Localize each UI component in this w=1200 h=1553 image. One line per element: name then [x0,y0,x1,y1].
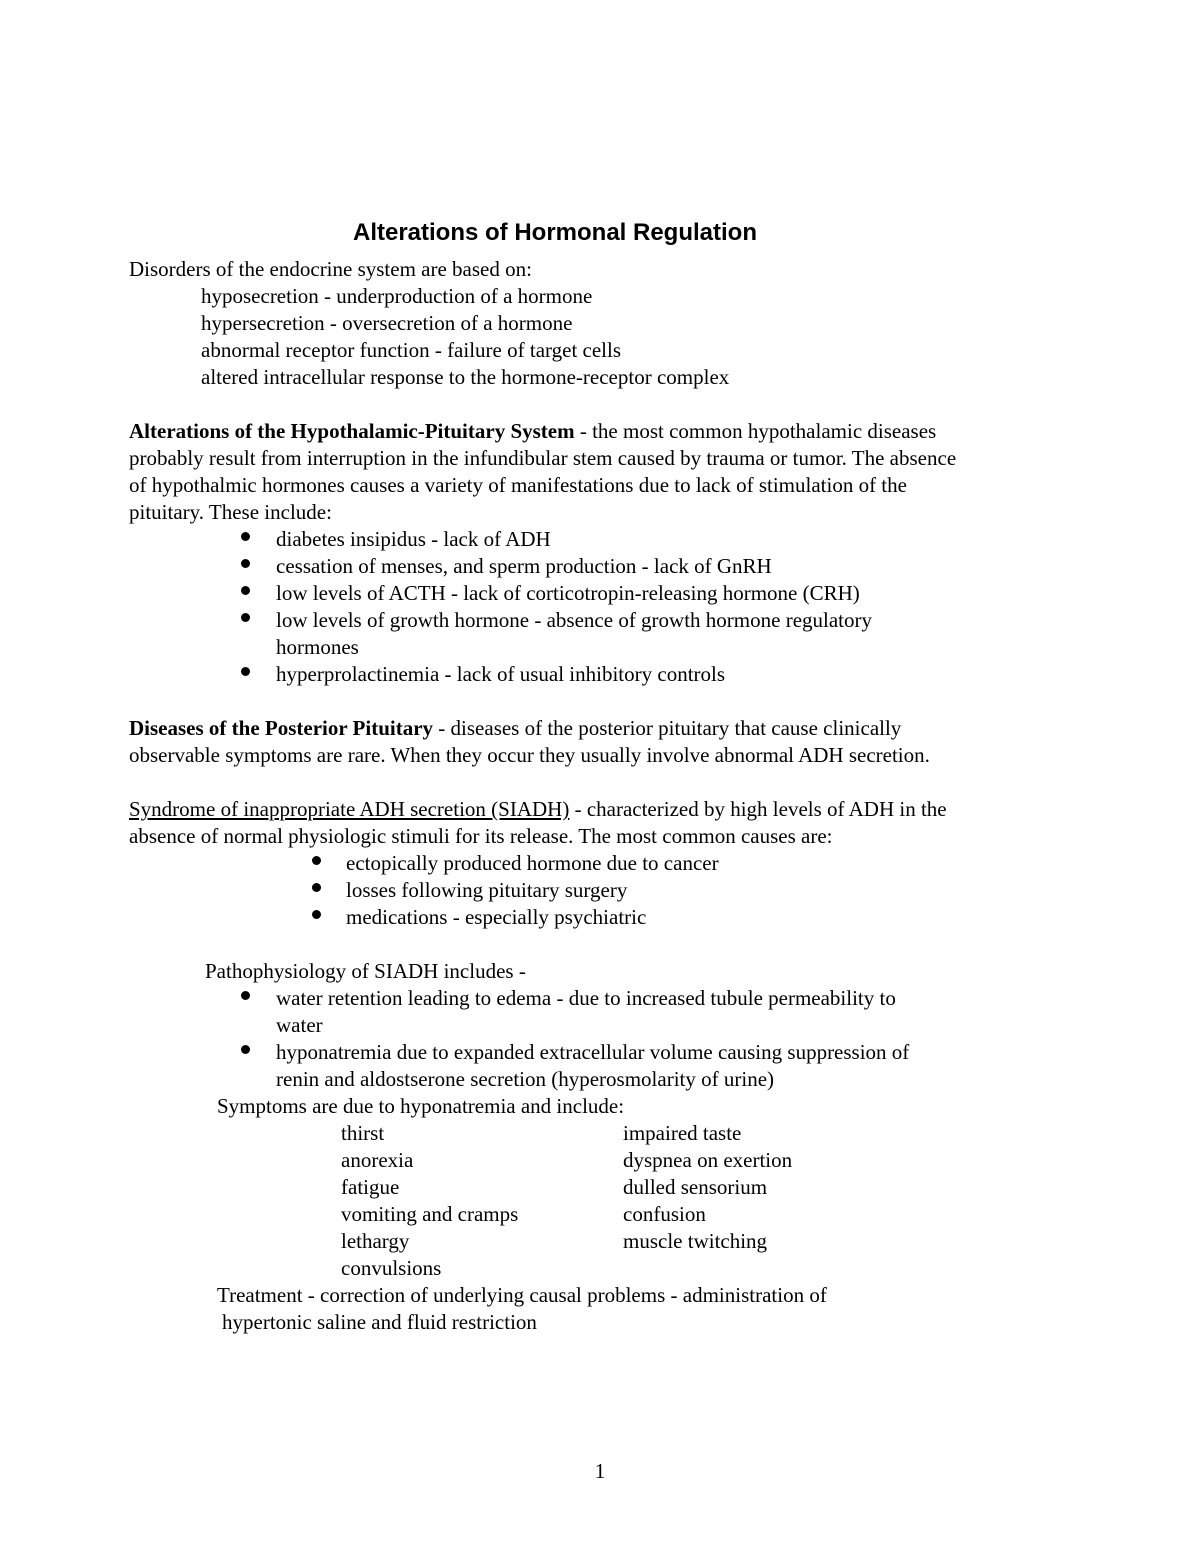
list-item: ectopically produced hormone due to cancer [346,851,719,875]
symptom-item: vomiting and cramps [341,1202,519,1226]
symptom-item: fatigue [341,1175,400,1199]
bullet-icon [241,613,250,622]
posterior-heading: Diseases of the Posterior Pituitary [129,716,434,740]
list-item: low levels of ACTH - lack of corticotropin-releasing hormone (CRH) [276,581,860,605]
list-item: water retention leading to edema - due to increased tubule permeability to [276,986,896,1010]
bullet-icon [312,856,321,865]
symptom-item: dulled sensorium [623,1175,768,1199]
intro-item: hypersecretion - oversecretion of a hormone [201,311,573,335]
symptom-item: convulsions [341,1256,442,1280]
siadh-paragraph-line: absence of normal physiologic stimuli for its release. The most common causes are: [129,824,833,848]
list-item: low levels of growth hormone - absence of growth hormone regulatory [276,608,872,632]
pathophysiology-lead: Pathophysiology of SIADH includes - [205,959,526,983]
list-item-continuation: renin and aldostserone secretion (hyperosmolarity of urine) [276,1067,775,1091]
intro-lead: Disorders of the endocrine system are based on: [129,257,532,281]
intro-item: abnormal receptor function - failure of target cells [201,338,622,362]
symptom-item: thirst [341,1121,385,1145]
symptom-item: anorexia [341,1148,414,1172]
bullet-icon [241,667,250,676]
bullet-icon [312,883,321,892]
treatment-line: Treatment - correction of underlying causal problems - administration of [217,1283,827,1307]
bullet-icon [241,991,250,1000]
intro-item: hyposecretion - underproduction of a hormone [201,284,593,308]
intro-item: altered intracellular response to the hormone-receptor complex [201,365,730,389]
list-item: cessation of menses, and sperm production - lack of GnRH [276,554,772,578]
bullet-icon [241,1045,250,1054]
symptoms-lead: Symptoms are due to hyponatremia and include: [217,1094,625,1118]
hypothalamic-heading: Alterations of the Hypothalamic-Pituitary System [129,419,575,443]
page-title: Alterations of Hormonal Regulation [352,219,757,246]
symptom-item: dyspnea on exertion [623,1148,793,1172]
list-item: hyponatremia due to expanded extracellular volume causing suppression of [276,1040,910,1064]
bullet-icon [241,559,250,568]
symptom-item: confusion [623,1202,706,1226]
bullet-icon [241,532,250,541]
symptom-item: muscle twitching [623,1229,768,1253]
hypothalamic-text: - the most common hypothalamic diseases [574,419,937,443]
posterior-paragraph-line [129,715,901,742]
bullet-icon [241,586,250,595]
posterior-text: - diseases of the posterior pituitary that cause clinically [433,716,902,740]
symptom-item: impaired taste [623,1121,742,1145]
posterior-paragraph-line: observable symptoms are rare. When they occur they usually involve abnormal ADH secretion. [129,743,930,767]
siadh-paragraph-line [129,796,947,823]
hypothalamic-paragraph-line [129,418,936,445]
siadh-heading: Syndrome of inappropriate ADH secretion (SIADH) [129,797,570,821]
hypothalamic-paragraph-line: pituitary. These include: [129,500,332,524]
hypothalamic-paragraph-line: of hypothalmic hormones causes a variety of manifestations due to lack of stimulation of the [129,473,907,497]
hypothalamic-paragraph-line: probably result from interruption in the infundibular stem caused by trauma or tumor. The absence [129,446,957,470]
list-item-continuation: hormones [276,635,359,659]
page-number: 1 [594,1459,606,1483]
bullet-icon [312,910,321,919]
treatment-line: hypertonic saline and fluid restriction [222,1310,537,1334]
list-item: diabetes insipidus - lack of ADH [276,527,551,551]
symptom-item: lethargy [341,1229,410,1253]
siadh-text: - characterized by high levels of ADH in the [569,797,947,821]
list-item-continuation: water [276,1013,323,1037]
list-item: losses following pituitary surgery [346,878,628,902]
list-item: hyperprolactinemia - lack of usual inhibitory controls [276,662,726,686]
list-item: medications - especially psychiatric [346,905,647,929]
